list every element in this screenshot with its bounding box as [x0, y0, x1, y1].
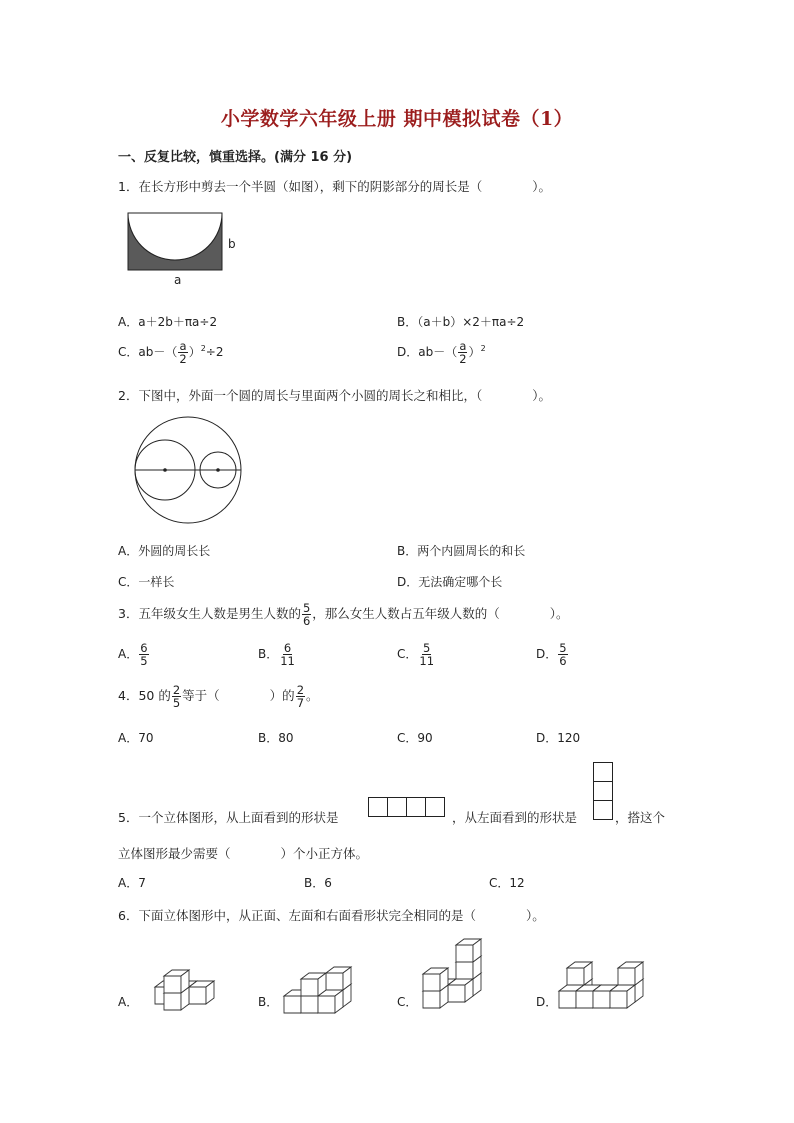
question-4-text [118, 684, 319, 709]
q4-option-d[interactable]: D．120 [536, 731, 581, 745]
cube [164, 970, 189, 993]
left-view-shape [593, 762, 615, 824]
question-1-text: 1．在长方形中剪去一个半圆（如图），剩下的阴影部分的周长是（ ）。 [118, 179, 551, 194]
q4-text-post: 。 [306, 688, 319, 704]
question-1-figure [125, 210, 240, 290]
label-a: a [174, 273, 182, 287]
q3-option-a[interactable]: A． $\frac{6}{5}$ [118, 641, 148, 669]
center-dot-2 [216, 468, 220, 472]
q6-figure-c [421, 930, 511, 1010]
q2-option-c[interactable]: C．一样长 [118, 575, 175, 589]
cube [618, 962, 643, 985]
q1-option-b[interactable]: B．（a＋b）×2＋πa÷2 [397, 315, 525, 329]
q6-figure-d [557, 950, 647, 1010]
q1-c-prefix: C．ab－（ [118, 345, 178, 360]
cube [423, 968, 448, 991]
superscript: 2 [200, 344, 206, 354]
q1-option-d[interactable] [397, 340, 486, 365]
q3-option-b[interactable]: B． $\frac{6}{11}$ [258, 641, 295, 669]
q5-option-b[interactable]: B．6 [304, 876, 332, 890]
cube [301, 973, 326, 996]
superscript: 2 [480, 344, 486, 354]
q5-text-line2: 立体图形最少需要（ ）个小正方体。 [118, 846, 369, 861]
q4-text-mid: 等于（ ）的 [182, 688, 295, 704]
cube [189, 981, 214, 1004]
q5-text-post: ，搭这个 [615, 810, 666, 825]
q1-d-prefix: D．ab－（ [397, 345, 458, 360]
cube [448, 979, 473, 1002]
q4-option-b[interactable]: B．80 [258, 731, 294, 745]
fraction-2-7: $\frac{2}{7}$ [296, 683, 305, 711]
center-dot-1 [163, 468, 167, 472]
q3-text-pre: 3．五年级女生人数是男生人数的 [118, 606, 301, 622]
fraction-5-6: $\frac{5}{6}$ [302, 601, 311, 629]
q5-text-pre: 5．一个立体图形，从上面看到的形状是 [118, 810, 339, 825]
q2-option-b[interactable]: B．两个内圆周长的和长 [397, 544, 526, 558]
q4-text-pre: 4．50 的 [118, 688, 171, 704]
q3-text-post: ，那么女生人数占五年级人数的（ ）。 [312, 606, 569, 622]
q3-option-c[interactable]: C． $\frac{5}{11}$ [397, 641, 435, 669]
q1-c-tail: ÷2 [205, 345, 224, 360]
question-3-text [118, 602, 569, 627]
q1-option-c[interactable] [118, 340, 224, 365]
q1-option-a[interactable]: A．a＋2b＋πa÷2 [118, 315, 218, 329]
q4-option-a[interactable]: A．70 [118, 731, 154, 745]
label-b: b [228, 237, 236, 251]
q5-option-c[interactable]: C．12 [489, 876, 525, 890]
q2-option-a[interactable]: A．外圆的周长长 [118, 544, 211, 558]
cube [567, 962, 592, 985]
cube [326, 967, 351, 990]
q5-option-a[interactable]: A．7 [118, 876, 146, 890]
page-title: 小学数学六年级上册 期中模拟试卷（1） [220, 108, 574, 130]
section-heading: 一、反复比较，慎重选择。(满分 16 分) [118, 150, 353, 165]
q5-text-mid: ，从左面看到的形状是 [452, 810, 578, 825]
q1-d-close: ） [468, 345, 481, 360]
q2-option-d[interactable]: D．无法确定哪个长 [397, 575, 503, 589]
q6-option-d[interactable]: D． [536, 995, 558, 1009]
question-6-text: 6．下面立体图形中，从正面、左面和右面看形状完全相同的是（ ）。 [118, 908, 545, 923]
q6-option-c[interactable]: C． [397, 995, 418, 1009]
q6-option-a[interactable]: A． [118, 995, 139, 1009]
fraction-a-over-2: $\frac{a}{2}$ [179, 339, 187, 367]
cube [610, 985, 635, 1008]
top-view-shape [368, 797, 448, 819]
q4-option-c[interactable]: C．90 [397, 731, 433, 745]
q6-figure-b [282, 955, 372, 1015]
cube [456, 939, 481, 962]
q1-c-close: ） [188, 345, 201, 360]
q6-figure-a [145, 952, 235, 1012]
fraction-a-over-2: $\frac{a}{2}$ [459, 339, 467, 367]
question-2-text: 2．下图中，外面一个圆的周长与里面两个小圆的周长之和相比，（ ）。 [118, 388, 551, 403]
q6-option-b[interactable]: B． [258, 995, 279, 1009]
fraction-2-5: $\frac{2}{5}$ [172, 683, 181, 711]
q3-option-d[interactable]: D． $\frac{5}{6}$ [536, 641, 567, 669]
question-2-circles-figure [130, 414, 246, 530]
